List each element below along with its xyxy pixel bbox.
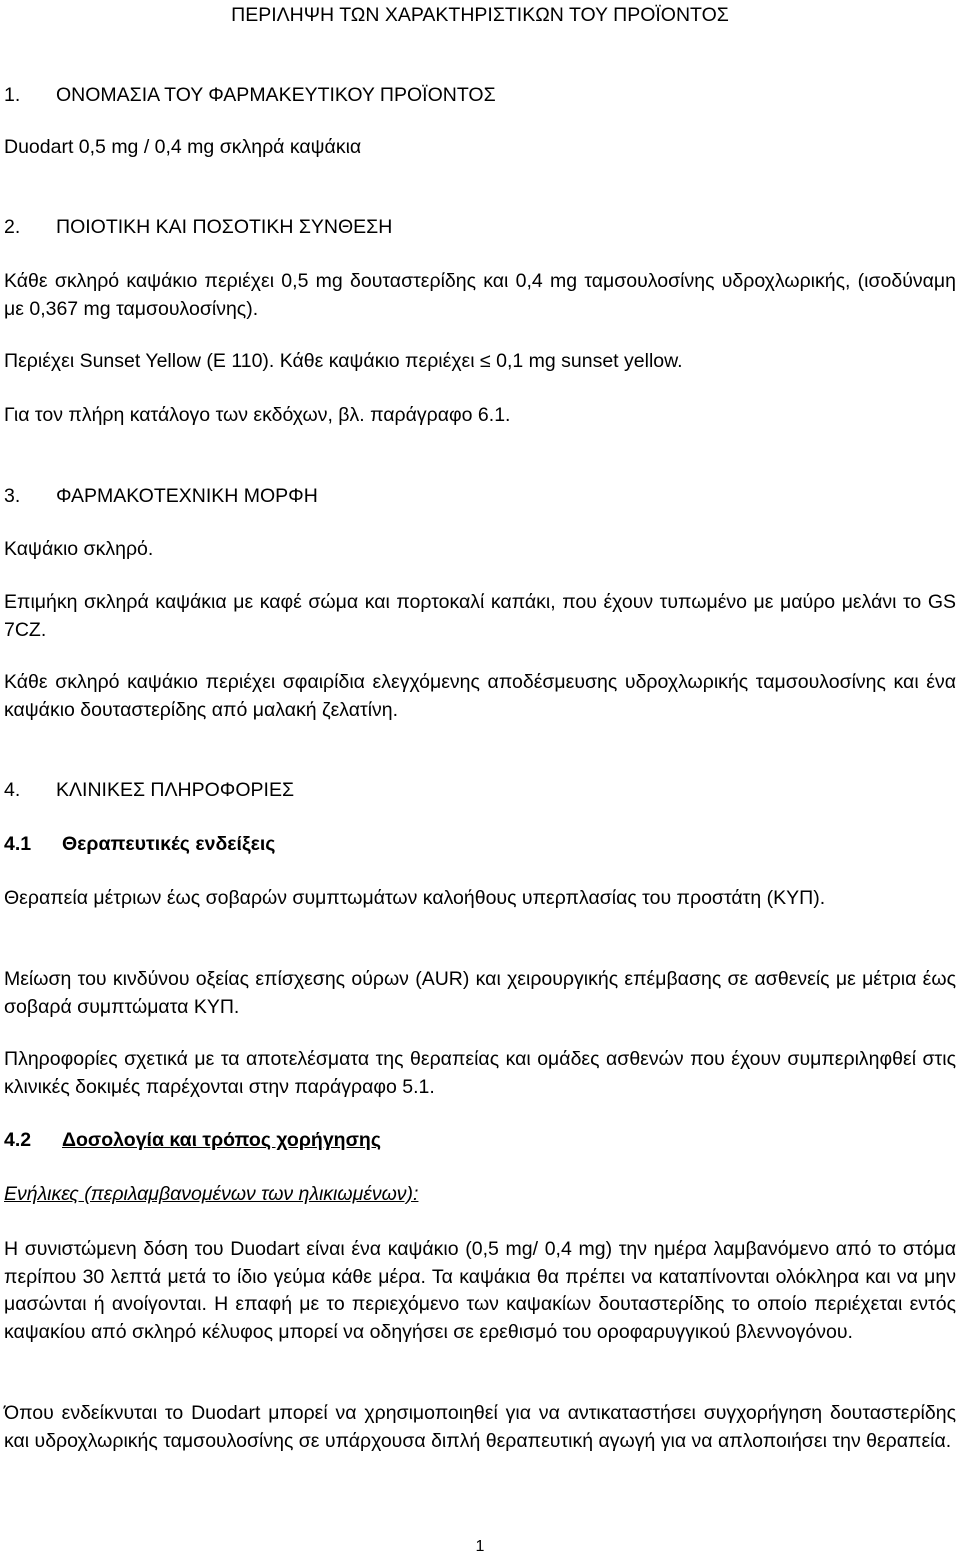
excipient-paragraph: Περιέχει Sunset Yellow (E 110). Κάθε καψάκιο περιέχει ≤ 0,1 mg sunset yellow. xyxy=(4,350,683,372)
composition-paragraph: Κάθε σκληρό καψάκιο περιέχει 0,5 mg δουταστερίδης και 0,4 mg ταμσουλοσίνης υδροχλωρικής, (ισοδύναμη με 0,367 mg ταμσουλοσίνης). xyxy=(4,270,956,320)
section-3-title: ΦΑΡΜΑΚΟΤΕΧΝΙΚΗ ΜΟΡΦΗ xyxy=(56,485,318,507)
section-2-title: ΠΟΙΟΤΙΚΗ ΚΑΙ ΠΟΣΟΤΙΚΗ ΣΥΝΘΕΣΗ xyxy=(56,216,393,238)
adults-label xyxy=(4,1181,956,1209)
excipient-reference: Για τον πλήρη κατάλογο των εκδόχων, βλ. παράγραφο 6.1. xyxy=(4,404,511,426)
page-number: 1 xyxy=(475,1538,485,1555)
capsule-contents: Κάθε σκληρό καψάκιο περιέχει σφαιρίδια ελεγχόμενης αποδέσμευσης υδροχλωρικής ταμσουλοσίνης και ένα καψάκιο δουταστερίδης από μαλακή ζελατίνη. xyxy=(4,671,956,721)
capsule-description: Επιμήκη σκληρά καψάκια με καφέ σώμα και πορτοκαλί καπάκι, που έχουν τυπωμένο με μαύρο μελάνι το GS 7CZ. xyxy=(4,591,956,641)
section-4-heading xyxy=(4,777,956,805)
document-title: ΠΕΡΙΛΗΨΗ ΤΩΝ ΧΑΡΑΚΤΗΡΙΣΤΙΚΩΝ ΤΟΥ ΠΡΟΪΟΝΤΟΣ xyxy=(231,4,729,26)
indication-paragraph-2: Μείωση του κινδύνου οξείας επίσχεσης ούρων (AUR) και χειρουργικής επέμβασης σε ασθενείς με μέτρια έως σοβαρά συμπτώματα ΚΥΠ. xyxy=(4,968,956,1018)
section-3-number: 3. xyxy=(4,485,21,507)
adults-label-text: Ενήλικες (περιλαμβανομένων των ηλικιωμένων): xyxy=(4,1183,419,1205)
section-2-heading xyxy=(4,214,956,242)
section-1-heading xyxy=(4,82,956,110)
subsection-4-1-number: 4.1 xyxy=(4,833,32,855)
section-1-title: ΟΝΟΜΑΣΙΑ ΤΟΥ ΦΑΡΜΑΚΕΥΤΙΚΟΥ ΠΡΟΪΟΝΤΟΣ xyxy=(56,84,496,106)
section-4-number: 4. xyxy=(4,779,21,801)
form-paragraph: Καψάκιο σκληρό. xyxy=(4,538,154,560)
subsection-4-1-heading xyxy=(4,831,956,859)
indication-paragraph-3: Πληροφορίες σχετικά με τα αποτελέσματα της θεραπείας και ομάδες ασθενών που έχουν συμπεριληφθεί στις κλινικές δοκιμές παρέχονται στην παράγραφο 5.1. xyxy=(4,1048,956,1098)
section-2-number: 2. xyxy=(4,216,21,238)
subsection-4-2-title: Δοσολογία και τρόπος χορήγησης xyxy=(62,1129,381,1151)
section-3-heading xyxy=(4,483,956,511)
subsection-4-2-heading xyxy=(4,1127,956,1155)
product-name: Duodart 0,5 mg / 0,4 mg σκληρά καψάκια xyxy=(4,136,362,158)
subsection-4-1-title: Θεραπευτικές ενδείξεις xyxy=(62,833,276,855)
indication-paragraph-1: Θεραπεία μέτριων έως σοβαρών συμπτωμάτων καλοήθους υπερπλασίας του προστάτη (ΚΥΠ). xyxy=(4,887,826,909)
subsection-4-2-number: 4.2 xyxy=(4,1129,32,1151)
substitution-paragraph: Όπου ενδείκνυται το Duodart μπορεί να χρησιμοποιηθεί για να αντικαταστήσει συγχορήγηση δουταστερίδης και υδροχλωρικής ταμσουλοσίνης σε υπάρχουσα διπλή θεραπευτική αγωγή για να απλοποιήσει την θεραπεία. xyxy=(4,1402,956,1452)
section-4-title: ΚΛΙΝΙΚΕΣ ΠΛΗΡΟΦΟΡΙΕΣ xyxy=(56,779,295,801)
dosage-paragraph: Η συνιστώμενη δόση του Duodart είναι ένα καψάκιο (0,5 mg/ 0,4 mg) την ημέρα λαμβανόμενο από το στόμα περίπου 30 λεπτά μετά το ίδιο γεύμα κάθε μέρα. Τα καψάκια θα πρέπει να καταπίνονται ολόκληρα και να μην μασώνται ή ανοίγονται. Η επαφή με το περιεχόμενο των καψακίων δουταστερίδης το οποίο περιέχεται εντός καψακίου από σκληρό κέλυφος μπορεί να οδηγήσει σε ερεθισμό του οροφαρυγγικού βλεννογόνου. xyxy=(4,1238,956,1343)
section-1-number: 1. xyxy=(4,84,21,106)
